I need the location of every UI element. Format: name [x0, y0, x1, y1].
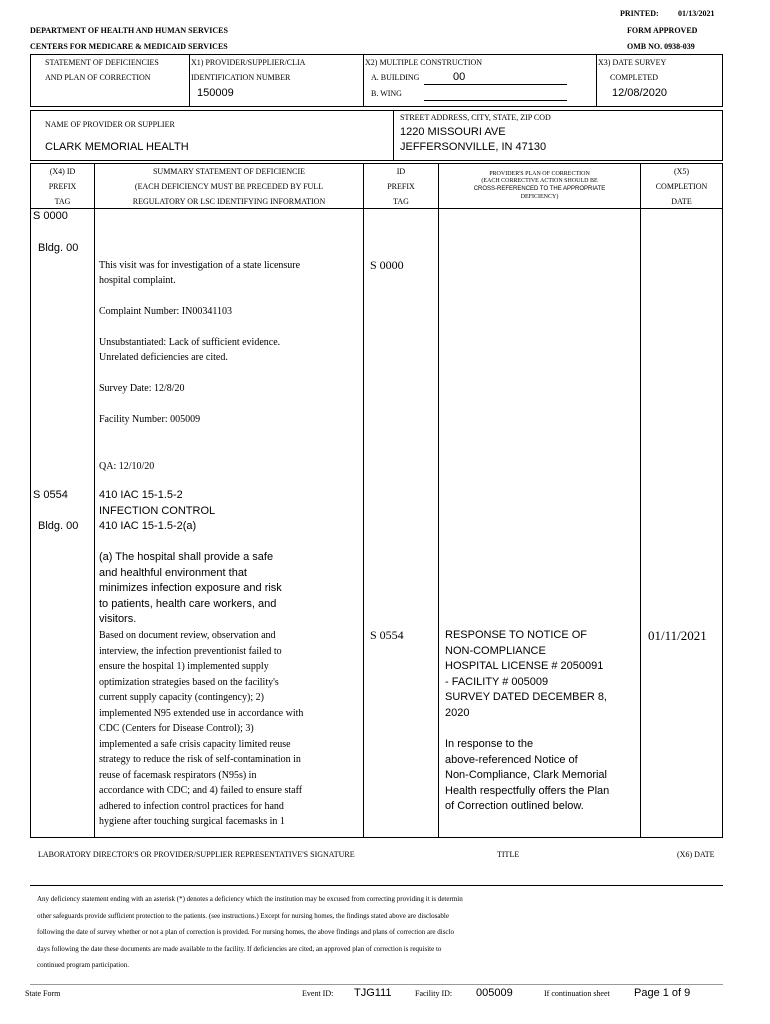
signature-label: LABORATORY DIRECTOR'S OR PROVIDER/SUPPLIER REPRESENTATIVE'S SIGNATURE: [38, 850, 355, 859]
rule-line: to patients, health care workers, and: [99, 597, 277, 610]
summary-header-3: REGULATORY OR LSC IDENTIFYING INFORMATION: [132, 197, 326, 206]
wing-label: B. WING: [371, 89, 402, 98]
rule-line: visitors.: [99, 613, 137, 625]
survey-completed-date: 12/08/2020: [612, 87, 668, 99]
response-line: 2020: [445, 706, 470, 719]
x5-header-1: (X5): [673, 167, 690, 176]
form-approved: FORM APPROVED: [627, 26, 698, 35]
finding-line: reuse of facemask respirators (N95s) in: [99, 769, 257, 781]
event-id-label: Event ID:: [302, 989, 334, 998]
x4-header-1: (X4) ID: [49, 167, 76, 176]
title-label: TITLE: [497, 850, 520, 859]
id-tag-s0554: S 0554: [370, 628, 404, 642]
disclaimer-line: Any deficiency statement ending with an asterisk (*) denotes a deficiency which the institution may be excused from correcting providing it is determin: [37, 895, 463, 903]
plan-header-1: PROVIDER'S PLAN OF CORRECTION: [489, 171, 590, 177]
summary-header-1: SUMMARY STATEMENT OF DEFICIENCIE: [152, 167, 306, 176]
printed-label: PRINTED:: [620, 9, 659, 18]
facility-id-label: Facility ID:: [415, 989, 453, 998]
response-heading: [445, 628, 607, 721]
rule-text: [99, 550, 282, 628]
printed-date: 01/13/2021: [678, 9, 715, 18]
event-id-value: TJG111: [354, 987, 392, 999]
facility-number: Facility Number: 005009: [99, 414, 201, 425]
finding-line: implemented a safe crisis capacity limited reuse: [99, 738, 291, 750]
address-label: STREET ADDRESS, CITY, STATE, ZIP COD: [400, 113, 551, 122]
disclaimer-line: other safeguards provide sufficient protection to the patients. (see instructions.) Except for nursing homes, the findings stated above are disclosable: [37, 911, 449, 920]
finding-line: interview, the infection preventionist failed to: [99, 645, 282, 657]
finding-line: ensure the hospital 1) implemented supply: [99, 661, 269, 672]
state-form-label: State Form: [25, 989, 61, 998]
plan-header-4: DEFICIENCY): [520, 194, 559, 200]
continuation-label: If continuation sheet: [544, 989, 610, 998]
id-header-2: PREFIX: [387, 182, 415, 191]
response-line: HOSPITAL LICENSE # 2050091: [445, 660, 604, 672]
provider-name: CLARK MEMORIAL HEALTH: [45, 141, 189, 153]
provider-id-number: 150009: [197, 87, 234, 99]
rule-line: and healthful environment that: [99, 566, 247, 579]
x1-label-2: IDENTIFICATION NUMBER: [191, 73, 291, 82]
x5-header-3: DATE: [671, 197, 692, 206]
complaint-number: Complaint Number: IN00341103: [99, 306, 232, 317]
finding-line: implemented N95 extended use in accordance with: [99, 707, 304, 719]
plan-header-2: (EACH CORRECTIVE ACTION SHOULD BE: [481, 178, 598, 184]
rule-line: (a) The hospital shall provide a safe: [99, 551, 274, 563]
finding-line: hygiene after touching surgical facemasks in 1: [99, 816, 285, 827]
finding-line: adhered to infection control practices for hand: [99, 800, 284, 812]
omb-number: OMB NO. 0938-039: [627, 42, 695, 51]
qa-date: QA: 12/10/20: [99, 461, 155, 472]
date-label: (X6) DATE: [677, 850, 715, 859]
finding-line: accordance with CDC; and 4) failed to ensure staff: [99, 785, 303, 796]
iac-line-2: INFECTION CONTROL: [99, 505, 216, 517]
id-tag-s0000: S 0000: [370, 258, 404, 272]
bldg-1: Bldg. 00: [38, 242, 79, 254]
finding-line: CDC (Centers for Disease Control); 3): [99, 723, 254, 734]
finding-line: current supply capacity (contingency); 2): [99, 692, 264, 703]
response-paragraph: [445, 737, 609, 815]
response-line: - FACILITY # 005009: [445, 675, 549, 688]
x4-header-2: PREFIX: [48, 182, 77, 191]
id-header-3: TAG: [393, 197, 409, 206]
x3-label-1: X3) DATE SURVEY: [598, 58, 667, 67]
response-para-line: of Correction outlined below.: [445, 800, 584, 812]
finding-line: optimization strategies based on the facility's: [99, 676, 279, 688]
iac-line-3: 410 IAC 15-1.5-2(a): [99, 520, 197, 532]
building-value: 00: [453, 71, 466, 83]
findings-text: [99, 628, 303, 830]
response-line: RESPONSE TO NOTICE OF: [445, 629, 588, 641]
x3-label-2: COMPLETED: [610, 73, 658, 82]
disclaimer-text: [37, 891, 727, 974]
finding-line: strategy to reduce the risk of self-contamination in: [99, 754, 301, 765]
disclaimer-line: continued program participation.: [37, 961, 129, 969]
provider-name-label: NAME OF PROVIDER OR SUPPLIER: [45, 120, 175, 129]
plan-header-3: CROSS-REFERENCED TO THE APPROPRIATE: [473, 186, 606, 192]
tag-s0554: S 0554: [33, 489, 68, 501]
finding-line: Based on document review, observation and: [99, 630, 276, 641]
disclaimer-line: days following the date these documents are made available to the facility. If deficiencies are cited, an approved plan of correction is requisite to: [37, 944, 442, 953]
bldg-2: Bldg. 00: [38, 520, 79, 532]
unsubstantiated-line-2: Unrelated deficiencies are cited.: [99, 352, 228, 363]
building-label: A. BUILDING: [371, 73, 420, 82]
facility-id-value: 005009: [476, 987, 513, 999]
id-header-1: ID: [396, 167, 406, 176]
survey-date: Survey Date: 12/8/20: [99, 383, 185, 394]
response-para-line: above-referenced Notice of: [445, 753, 578, 766]
address-line-1: 1220 MISSOURI AVE: [400, 126, 506, 138]
page-number: Page 1 of 9: [634, 987, 691, 999]
visit-line-2: hospital complaint.: [99, 275, 176, 286]
response-line: NON-COMPLIANCE: [445, 644, 546, 657]
summary-header-2: (EACH DEFICIENCY MUST BE PRECEDED BY FULL: [134, 182, 324, 191]
disclaimer-line: following the date of survey whether or not a plan of correction is provided. For nursing homes, the above findings and plans of correction are disclo: [37, 928, 454, 936]
visit-line-1: This visit was for investigation of a state licensure: [99, 260, 301, 271]
address-line-2: JEFFERSONVILLE, IN 47130: [400, 141, 547, 153]
statement-label-2: AND PLAN OF CORRECTION: [45, 73, 151, 82]
x2-label: X2) MULTIPLE CONSTRUCTION: [365, 58, 483, 67]
response-para-line: Non-Compliance, Clark Memorial: [445, 769, 607, 781]
statement-label-1: STATEMENT OF DEFICIENCIES: [45, 58, 159, 67]
iac-line-1: 410 IAC 15-1.5-2: [99, 489, 183, 501]
department-title: DEPARTMENT OF HEALTH AND HUMAN SERVICES: [30, 26, 228, 35]
rule-line: minimizes infection exposure and risk: [99, 582, 282, 594]
tag-s0000: S 0000: [33, 210, 68, 222]
response-para-line: In response to the: [445, 738, 534, 750]
x5-header-2: COMPLETION: [655, 182, 708, 191]
response-para-line: Health respectfully offers the Plan: [445, 784, 610, 797]
response-line: SURVEY DATED DECEMBER 8,: [445, 691, 607, 703]
x1-label-1: X1) PROVIDER/SUPPLIER/CLIA: [191, 58, 306, 67]
completion-date: 01/11/2021: [648, 628, 707, 643]
unsubstantiated-line-1: Unsubstantiated: Lack of sufficient evidence.: [99, 337, 281, 348]
x4-header-3: TAG: [54, 197, 71, 206]
centers-title: CENTERS FOR MEDICARE & MEDICAID SERVICES: [30, 42, 228, 51]
